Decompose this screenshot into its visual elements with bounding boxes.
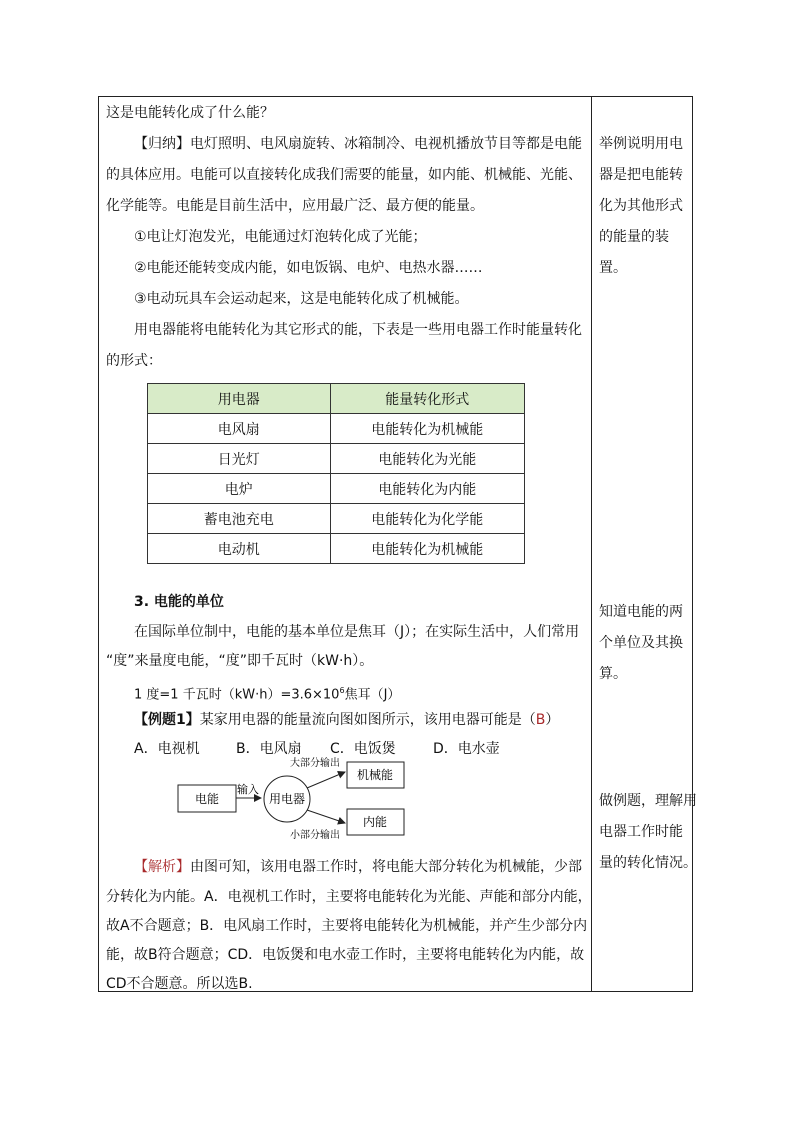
question-line: 这是电能转化成了什么能？ bbox=[106, 105, 274, 121]
formula-left: 1 度=1 千瓦时（kW·h）=3.6×10 bbox=[134, 687, 340, 703]
table-header-row bbox=[148, 384, 525, 414]
column-divider bbox=[591, 96, 592, 992]
side-note-1-line: 化为其他形式 bbox=[599, 198, 683, 214]
formula-exponent: 6 bbox=[339, 686, 345, 695]
table-row bbox=[148, 534, 525, 564]
table-row bbox=[148, 474, 525, 504]
minor-output-value: 内能 bbox=[362, 815, 388, 829]
table-row bbox=[148, 504, 525, 534]
example-close: ） bbox=[545, 712, 560, 728]
header-device: 用电器 bbox=[148, 384, 331, 414]
major-output-label: 大部分输出 bbox=[290, 758, 340, 769]
side-note-2-line: 个单位及其换 bbox=[599, 635, 683, 651]
cell-device: 蓄电池充电 bbox=[148, 504, 331, 534]
energy-flow-diagram bbox=[170, 752, 420, 844]
side-note-2-line: 算。 bbox=[599, 666, 627, 682]
summary-line-3: 化学能等。电能是目前生活中，应用最广泛、最方便的能量。 bbox=[106, 198, 484, 214]
source-label: 电能 bbox=[194, 792, 220, 806]
cell-conversion: 电能转化为光能 bbox=[330, 444, 524, 474]
analysis-line-5: CD不合题意。所以选B. bbox=[106, 976, 253, 992]
side-note-1-line: 举例说明用电 bbox=[599, 136, 683, 152]
side-note-3-line: 做例题，理解用 bbox=[599, 793, 697, 809]
side-note-1-line: 器是把电能转 bbox=[599, 167, 683, 183]
header-conversion: 能量转化形式 bbox=[330, 384, 524, 414]
intro-line-2: 的形式： bbox=[106, 353, 162, 369]
analysis-line-3: 故A不合题意；B．电风扇工作时，主要将电能转化为机械能，并产生少部分内 bbox=[106, 918, 588, 934]
option-c: C．电饭煲 bbox=[330, 741, 396, 757]
analysis-line-2: 分转化为内能。A．电视机工作时，主要将电能转化为光能、声能和部分内能， bbox=[106, 889, 592, 905]
point-1: ①电让灯泡发光，电能通过灯泡转化成了光能； bbox=[134, 229, 427, 245]
major-output-value: 机械能 bbox=[356, 768, 394, 782]
minor-output-label: 小部分输出 bbox=[290, 830, 340, 841]
side-note-2-line: 知道电能的两 bbox=[599, 604, 683, 620]
unit-line-2: “度”来量度电能，“度”即千瓦时（kW·h）。 bbox=[106, 653, 374, 669]
analysis-line-1 bbox=[134, 858, 582, 876]
unit-line-1: 在国际单位制中，电能的基本单位是焦耳（J）；在实际生活中，人们常用 bbox=[134, 624, 580, 640]
analysis-text-1: 由图可知，该用电器工作时，将电能大部分转化为机械能，少部 bbox=[190, 859, 582, 875]
summary-text-1: 电灯照明、电风扇旋转、冰箱制冷、电视机播放节目等都是电能 bbox=[190, 136, 582, 152]
example-answer: B bbox=[535, 712, 546, 728]
table-row bbox=[148, 444, 525, 474]
unit-formula bbox=[134, 682, 400, 704]
energy-conversion-table bbox=[147, 383, 525, 564]
side-note-1-line: 置。 bbox=[599, 260, 627, 276]
analysis-tag: 【解析】 bbox=[134, 859, 190, 875]
option-a: A．电视机 bbox=[134, 741, 200, 757]
side-note-3-line: 量的转化情况。 bbox=[599, 855, 697, 871]
cell-conversion: 电能转化为内能 bbox=[330, 474, 524, 504]
summary-tag: 【归纳】 bbox=[134, 136, 190, 152]
side-note-1-line: 的能量的装 bbox=[599, 229, 669, 245]
major-output-arrow bbox=[307, 772, 345, 788]
minor-output-arrow bbox=[307, 810, 345, 823]
cell-conversion: 电能转化为机械能 bbox=[330, 414, 524, 444]
point-3: ③电动玩具车会运动起来，这是电能转化成了机械能。 bbox=[134, 291, 469, 307]
point-2: ②电能还能转变成内能，如电饭锅、电炉、电热水器…… bbox=[134, 260, 483, 276]
input-label: 输入 bbox=[237, 783, 259, 796]
cell-conversion: 电能转化为化学能 bbox=[330, 504, 524, 534]
table-row bbox=[148, 414, 525, 444]
example-text: 某家用电器的能量流向图如图所示，该用电器可能是（ bbox=[199, 712, 536, 728]
cell-device: 日光灯 bbox=[148, 444, 331, 474]
cell-conversion: 电能转化为机械能 bbox=[330, 534, 524, 564]
example-question bbox=[134, 711, 559, 729]
side-note-3-line: 电器工作时能 bbox=[599, 824, 683, 840]
cell-device: 电动机 bbox=[148, 534, 331, 564]
formula-right: 焦耳（J） bbox=[344, 687, 401, 703]
summary-line-1 bbox=[134, 135, 582, 153]
summary-line-2: 的具体应用。电能可以直接转化成我们需要的能量，如内能、机械能、光能、 bbox=[106, 167, 582, 183]
example-tag: 【例题1】 bbox=[134, 712, 200, 728]
intro-line-1: 用电器能将电能转化为其它形式的能，下表是一些用电器工作时能量转化 bbox=[134, 322, 582, 338]
section-heading: 3. 电能的单位 bbox=[134, 594, 224, 610]
option-d: D．电水壶 bbox=[433, 741, 500, 757]
cell-device: 电风扇 bbox=[148, 414, 331, 444]
analysis-line-4: 能，故B符合题意；CD．电饭煲和电水壶工作时，主要将电能转化为内能，故 bbox=[106, 947, 585, 963]
cell-device: 电炉 bbox=[148, 474, 331, 504]
option-b: B．电风扇 bbox=[236, 741, 302, 757]
device-label: 用电器 bbox=[268, 792, 306, 806]
